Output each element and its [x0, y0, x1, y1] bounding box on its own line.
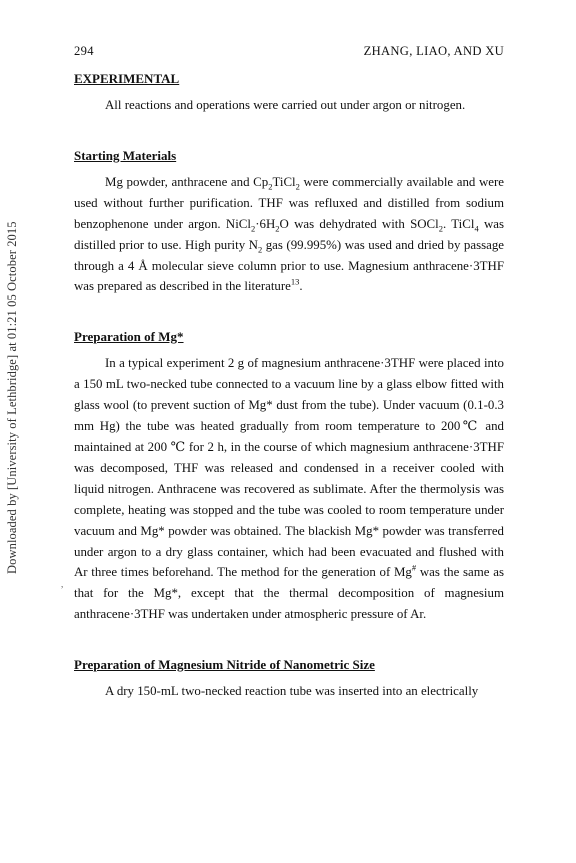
section-heading-experimental: EXPERIMENTAL — [74, 71, 180, 86]
section-heading-preparation-mg: Preparation of Mg* — [74, 329, 184, 345]
reference-13[interactable]: 13 — [290, 277, 300, 288]
margin-mark: , — [61, 579, 64, 589]
running-authors: ZHANG, LIAO, AND XU — [363, 44, 504, 58]
preparation-mg-paragraph: In a typical experiment 2 g of magnesium anthracene·3THF were placed into a 150 mL two-necked tube connected to a vacuum line by a glass elbow fitted with glass wool (to prevent suction of Mg* dust from the tube). Under vacuum (0.1-0.3 mm Hg) the tube was heated gradually from room temperature to 200℃ and maintained at 200 ℃ for 2 h, in the course of which magnesium anthracene·3THF was decomposed, THF was released and condensed in a receiver cooled with liquid nitrogen. Anthracene was recovered as sublimate. After the thermolysis was complete, heating was stopped and the tube was cooled to room temperature under vacuum and Mg* powder was obtained. The blackish Mg* powder was transferred under argon to a dry glass container, which had been evacuated and flushed with Ar three times beforehand. The method for the generation of Mg# was the same as that for the Mg*, except that the thermal decomposition of magnesium anthracene·3THF was undertaken under atmospheric pressure of Ar. — [74, 356, 504, 622]
experimental-paragraph: All reactions and operations were carried out under argon or nitrogen. — [105, 98, 466, 112]
preparation-nitride-paragraph: A dry 150-mL two-necked reaction tube was inserted into an electrically — [105, 684, 479, 699]
page-number: 294 — [74, 44, 94, 58]
starting-materials-paragraph: Mg powder, anthracene and $Cp_2TiCl_2$ were commercially available and were used without further purification. THF was refluxed and distilled from sodium benzophenone under argon. $NiCl_2\cdot 6H_2O$ was dehydrated with SOCl$_2$. TiCl$_4$ was distilled prior to use. High purity $N_2$ gas (99.995%) was used and dried by passage through a 4 Å molecular sieve column prior to use. Magnesium anthracene·3THF was prepared as described in the literature$^{13}$. — [74, 174, 505, 294]
section-heading-preparation-nitride: Preparation of Magnesium Nitride of Nanometric Size — [74, 657, 375, 673]
section-heading-starting-materials: Starting Materials — [74, 147, 177, 163]
download-watermark: Downloaded by [University of Lethbridge] at 01:21 05 October 2015 — [5, 221, 19, 574]
article-body — [74, 70, 504, 702]
running-header — [74, 44, 504, 59]
